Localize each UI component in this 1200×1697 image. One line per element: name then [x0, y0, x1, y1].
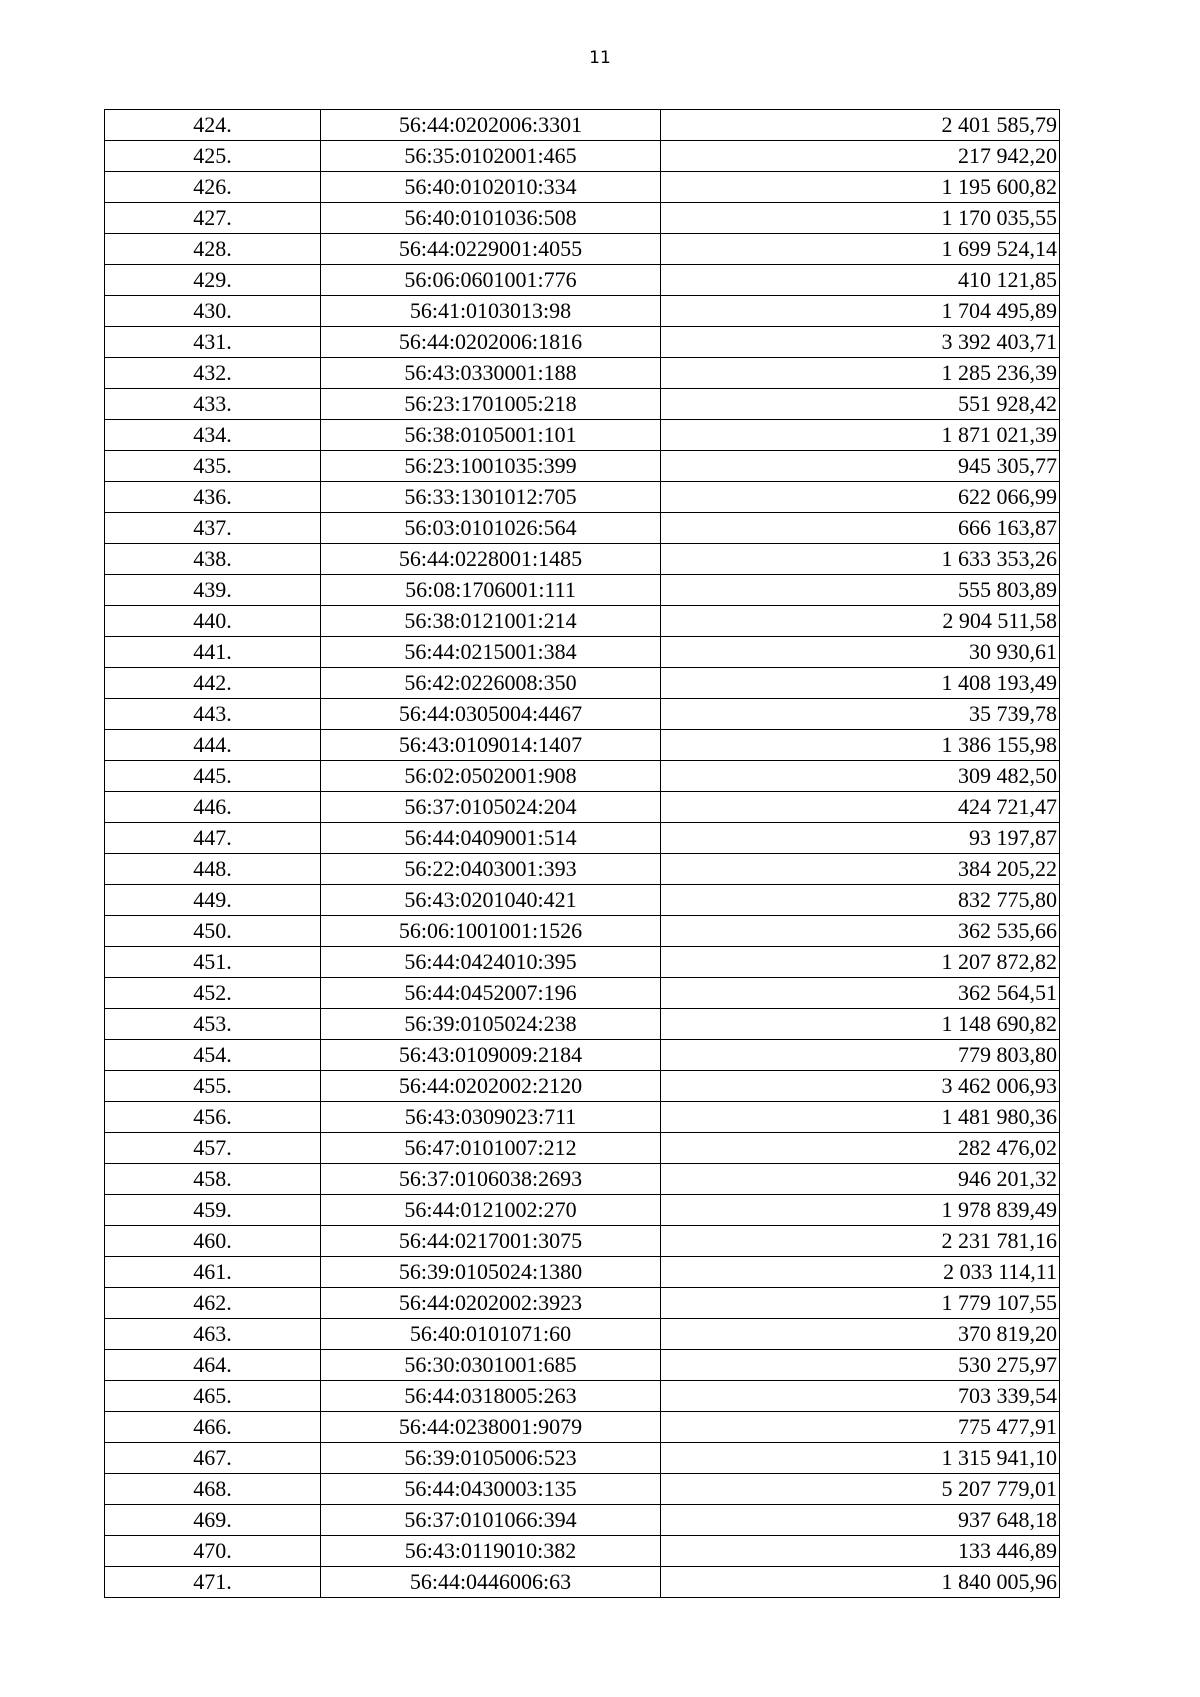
row-number-cell: 449. — [105, 885, 321, 916]
cadastral-value-cell: 622 066,99 — [661, 482, 1060, 513]
cadastral-value-cell: 1 779 107,55 — [661, 1288, 1060, 1319]
table-row — [105, 234, 1060, 265]
row-number-cell: 450. — [105, 916, 321, 947]
cadastral-value-cell: 2 401 585,79 — [661, 110, 1060, 141]
cadastral-value-cell: 362 564,51 — [661, 978, 1060, 1009]
table-row — [105, 1536, 1060, 1567]
cadastral-number-cell: 56:43:0109009:2184 — [321, 1040, 661, 1071]
cadastral-value-cell: 945 305,77 — [661, 451, 1060, 482]
table-row — [105, 885, 1060, 916]
cadastral-value-cell: 410 121,85 — [661, 265, 1060, 296]
row-number-cell: 437. — [105, 513, 321, 544]
cadastral-number-cell: 56:39:0105024:238 — [321, 1009, 661, 1040]
table-row — [105, 1102, 1060, 1133]
table-row — [105, 1567, 1060, 1598]
table-row — [105, 1381, 1060, 1412]
table-row — [105, 699, 1060, 730]
row-number-cell: 428. — [105, 234, 321, 265]
cadastral-number-cell: 56:30:0301001:685 — [321, 1350, 661, 1381]
cadastral-value-cell: 5 207 779,01 — [661, 1474, 1060, 1505]
table-row — [105, 1505, 1060, 1536]
cadastral-number-cell: 56:23:1001035:399 — [321, 451, 661, 482]
cadastral-value-cell: 1 408 193,49 — [661, 668, 1060, 699]
cadastral-number-cell: 56:44:0424010:395 — [321, 947, 661, 978]
table-row — [105, 327, 1060, 358]
row-number-cell: 458. — [105, 1164, 321, 1195]
cadastral-number-cell: 56:44:0409001:514 — [321, 823, 661, 854]
table-row — [105, 947, 1060, 978]
row-number-cell: 448. — [105, 854, 321, 885]
cadastral-number-cell: 56:44:0318005:263 — [321, 1381, 661, 1412]
cadastral-value-cell: 1 704 495,89 — [661, 296, 1060, 327]
row-number-cell: 435. — [105, 451, 321, 482]
cadastral-value-cell: 217 942,20 — [661, 141, 1060, 172]
cadastral-value-cell: 1 148 690,82 — [661, 1009, 1060, 1040]
row-number-cell: 438. — [105, 544, 321, 575]
cadastral-value-cell: 551 928,42 — [661, 389, 1060, 420]
cadastral-number-cell: 56:23:1701005:218 — [321, 389, 661, 420]
row-number-cell: 434. — [105, 420, 321, 451]
row-number-cell: 462. — [105, 1288, 321, 1319]
cadastral-number-cell: 56:44:0217001:3075 — [321, 1226, 661, 1257]
table-row — [105, 1443, 1060, 1474]
cadastral-value-cell: 1 315 941,10 — [661, 1443, 1060, 1474]
row-number-cell: 436. — [105, 482, 321, 513]
cadastral-value-cell: 424 721,47 — [661, 792, 1060, 823]
table-row — [105, 141, 1060, 172]
cadastral-number-cell: 56:43:0330001:188 — [321, 358, 661, 389]
table-row — [105, 916, 1060, 947]
cadastral-value-cell: 1 871 021,39 — [661, 420, 1060, 451]
cadastral-number-cell: 56:43:0109014:1407 — [321, 730, 661, 761]
cadastral-number-cell: 56:03:0101026:564 — [321, 513, 661, 544]
row-number-cell: 447. — [105, 823, 321, 854]
row-number-cell: 455. — [105, 1071, 321, 1102]
table-row — [105, 1226, 1060, 1257]
cadastral-number-cell: 56:44:0452007:196 — [321, 978, 661, 1009]
table-row — [105, 668, 1060, 699]
table-row — [105, 1133, 1060, 1164]
registry-table — [104, 109, 1060, 1598]
row-number-cell: 471. — [105, 1567, 321, 1598]
table-row — [105, 1040, 1060, 1071]
table-row — [105, 575, 1060, 606]
cadastral-number-cell: 56:37:0101066:394 — [321, 1505, 661, 1536]
table-row — [105, 792, 1060, 823]
row-number-cell: 431. — [105, 327, 321, 358]
cadastral-number-cell: 56:37:0106038:2693 — [321, 1164, 661, 1195]
cadastral-value-cell: 1 207 872,82 — [661, 947, 1060, 978]
row-number-cell: 454. — [105, 1040, 321, 1071]
cadastral-number-cell: 56:40:0101071:60 — [321, 1319, 661, 1350]
cadastral-value-cell: 2 904 511,58 — [661, 606, 1060, 637]
cadastral-number-cell: 56:44:0202002:2120 — [321, 1071, 661, 1102]
table-row — [105, 389, 1060, 420]
cadastral-value-cell: 309 482,50 — [661, 761, 1060, 792]
table-row — [105, 544, 1060, 575]
row-number-cell: 425. — [105, 141, 321, 172]
cadastral-value-cell: 937 648,18 — [661, 1505, 1060, 1536]
cadastral-number-cell: 56:38:0121001:214 — [321, 606, 661, 637]
row-number-cell: 424. — [105, 110, 321, 141]
cadastral-value-cell: 35 739,78 — [661, 699, 1060, 730]
table-row — [105, 1474, 1060, 1505]
table-row — [105, 482, 1060, 513]
table-row — [105, 358, 1060, 389]
row-number-cell: 429. — [105, 265, 321, 296]
cadastral-number-cell: 56:40:0101036:508 — [321, 203, 661, 234]
table-row — [105, 978, 1060, 1009]
cadastral-value-cell: 384 205,22 — [661, 854, 1060, 885]
cadastral-value-cell: 282 476,02 — [661, 1133, 1060, 1164]
cadastral-number-cell: 56:43:0201040:421 — [321, 885, 661, 916]
row-number-cell: 468. — [105, 1474, 321, 1505]
cadastral-value-cell: 2 231 781,16 — [661, 1226, 1060, 1257]
cadastral-number-cell: 56:44:0121002:270 — [321, 1195, 661, 1226]
row-number-cell: 457. — [105, 1133, 321, 1164]
row-number-cell: 442. — [105, 668, 321, 699]
cadastral-value-cell: 832 775,80 — [661, 885, 1060, 916]
row-number-cell: 433. — [105, 389, 321, 420]
cadastral-number-cell: 56:06:1001001:1526 — [321, 916, 661, 947]
cadastral-number-cell: 56:33:1301012:705 — [321, 482, 661, 513]
table-row — [105, 172, 1060, 203]
cadastral-value-cell: 2 033 114,11 — [661, 1257, 1060, 1288]
cadastral-value-cell: 93 197,87 — [661, 823, 1060, 854]
table-row — [105, 1412, 1060, 1443]
table-row — [105, 110, 1060, 141]
table-row — [105, 451, 1060, 482]
cadastral-value-cell: 370 819,20 — [661, 1319, 1060, 1350]
cadastral-value-cell: 3 462 006,93 — [661, 1071, 1060, 1102]
table-row — [105, 761, 1060, 792]
cadastral-number-cell: 56:08:1706001:111 — [321, 575, 661, 606]
cadastral-value-cell: 779 803,80 — [661, 1040, 1060, 1071]
row-number-cell: 470. — [105, 1536, 321, 1567]
row-number-cell: 439. — [105, 575, 321, 606]
cadastral-value-cell: 1 386 155,98 — [661, 730, 1060, 761]
cadastral-value-cell: 666 163,87 — [661, 513, 1060, 544]
cadastral-value-cell: 703 339,54 — [661, 1381, 1060, 1412]
row-number-cell: 452. — [105, 978, 321, 1009]
row-number-cell: 430. — [105, 296, 321, 327]
table-row — [105, 637, 1060, 668]
cadastral-number-cell: 56:40:0102010:334 — [321, 172, 661, 203]
cadastral-number-cell: 56:44:0228001:1485 — [321, 544, 661, 575]
cadastral-number-cell: 56:43:0119010:382 — [321, 1536, 661, 1567]
registry-table-body — [105, 110, 1060, 1598]
cadastral-number-cell: 56:44:0238001:9079 — [321, 1412, 661, 1443]
row-number-cell: 440. — [105, 606, 321, 637]
cadastral-number-cell: 56:38:0105001:101 — [321, 420, 661, 451]
cadastral-value-cell: 1 195 600,82 — [661, 172, 1060, 203]
table-row — [105, 1288, 1060, 1319]
table-row — [105, 513, 1060, 544]
table-row — [105, 296, 1060, 327]
cadastral-value-cell: 1 978 839,49 — [661, 1195, 1060, 1226]
row-number-cell: 459. — [105, 1195, 321, 1226]
cadastral-value-cell: 1 481 980,36 — [661, 1102, 1060, 1133]
cadastral-value-cell: 3 392 403,71 — [661, 327, 1060, 358]
cadastral-value-cell: 362 535,66 — [661, 916, 1060, 947]
row-number-cell: 465. — [105, 1381, 321, 1412]
cadastral-number-cell: 56:42:0226008:350 — [321, 668, 661, 699]
cadastral-number-cell: 56:44:0430003:135 — [321, 1474, 661, 1505]
cadastral-number-cell: 56:37:0105024:204 — [321, 792, 661, 823]
table-row — [105, 1319, 1060, 1350]
cadastral-value-cell: 30 930,61 — [661, 637, 1060, 668]
cadastral-number-cell: 56:47:0101007:212 — [321, 1133, 661, 1164]
table-row — [105, 730, 1060, 761]
table-row — [105, 420, 1060, 451]
cadastral-number-cell: 56:44:0446006:63 — [321, 1567, 661, 1598]
row-number-cell: 426. — [105, 172, 321, 203]
cadastral-number-cell: 56:06:0601001:776 — [321, 265, 661, 296]
cadastral-value-cell: 946 201,32 — [661, 1164, 1060, 1195]
cadastral-value-cell: 133 446,89 — [661, 1536, 1060, 1567]
table-row — [105, 1071, 1060, 1102]
cadastral-value-cell: 1 699 524,14 — [661, 234, 1060, 265]
cadastral-value-cell: 1 840 005,96 — [661, 1567, 1060, 1598]
page-number: 11 — [589, 48, 611, 68]
row-number-cell: 445. — [105, 761, 321, 792]
row-number-cell: 441. — [105, 637, 321, 668]
row-number-cell: 427. — [105, 203, 321, 234]
cadastral-number-cell: 56:43:0309023:711 — [321, 1102, 661, 1133]
table-row — [105, 606, 1060, 637]
row-number-cell: 466. — [105, 1412, 321, 1443]
cadastral-number-cell: 56:44:0215001:384 — [321, 637, 661, 668]
table-row — [105, 265, 1060, 296]
cadastral-number-cell: 56:44:0305004:4467 — [321, 699, 661, 730]
row-number-cell: 467. — [105, 1443, 321, 1474]
cadastral-value-cell: 1 170 035,55 — [661, 203, 1060, 234]
row-number-cell: 443. — [105, 699, 321, 730]
row-number-cell: 464. — [105, 1350, 321, 1381]
row-number-cell: 432. — [105, 358, 321, 389]
cadastral-number-cell: 56:44:0202006:1816 — [321, 327, 661, 358]
row-number-cell: 463. — [105, 1319, 321, 1350]
table-row — [105, 823, 1060, 854]
cadastral-number-cell: 56:41:0103013:98 — [321, 296, 661, 327]
cadastral-value-cell: 775 477,91 — [661, 1412, 1060, 1443]
row-number-cell: 451. — [105, 947, 321, 978]
cadastral-number-cell: 56:44:0229001:4055 — [321, 234, 661, 265]
cadastral-number-cell: 56:44:0202006:3301 — [321, 110, 661, 141]
row-number-cell: 461. — [105, 1257, 321, 1288]
table-row — [105, 854, 1060, 885]
table-row — [105, 1195, 1060, 1226]
table-row — [105, 1164, 1060, 1195]
table-row — [105, 203, 1060, 234]
cadastral-value-cell: 555 803,89 — [661, 575, 1060, 606]
cadastral-number-cell: 56:02:0502001:908 — [321, 761, 661, 792]
cadastral-value-cell: 1 633 353,26 — [661, 544, 1060, 575]
row-number-cell: 460. — [105, 1226, 321, 1257]
row-number-cell: 446. — [105, 792, 321, 823]
cadastral-value-cell: 530 275,97 — [661, 1350, 1060, 1381]
table-row — [105, 1009, 1060, 1040]
cadastral-number-cell: 56:44:0202002:3923 — [321, 1288, 661, 1319]
cadastral-value-cell: 1 285 236,39 — [661, 358, 1060, 389]
row-number-cell: 456. — [105, 1102, 321, 1133]
cadastral-number-cell: 56:35:0102001:465 — [321, 141, 661, 172]
cadastral-number-cell: 56:22:0403001:393 — [321, 854, 661, 885]
table-row — [105, 1350, 1060, 1381]
cadastral-number-cell: 56:39:0105006:523 — [321, 1443, 661, 1474]
row-number-cell: 469. — [105, 1505, 321, 1536]
row-number-cell: 453. — [105, 1009, 321, 1040]
cadastral-number-cell: 56:39:0105024:1380 — [321, 1257, 661, 1288]
table-row — [105, 1257, 1060, 1288]
row-number-cell: 444. — [105, 730, 321, 761]
